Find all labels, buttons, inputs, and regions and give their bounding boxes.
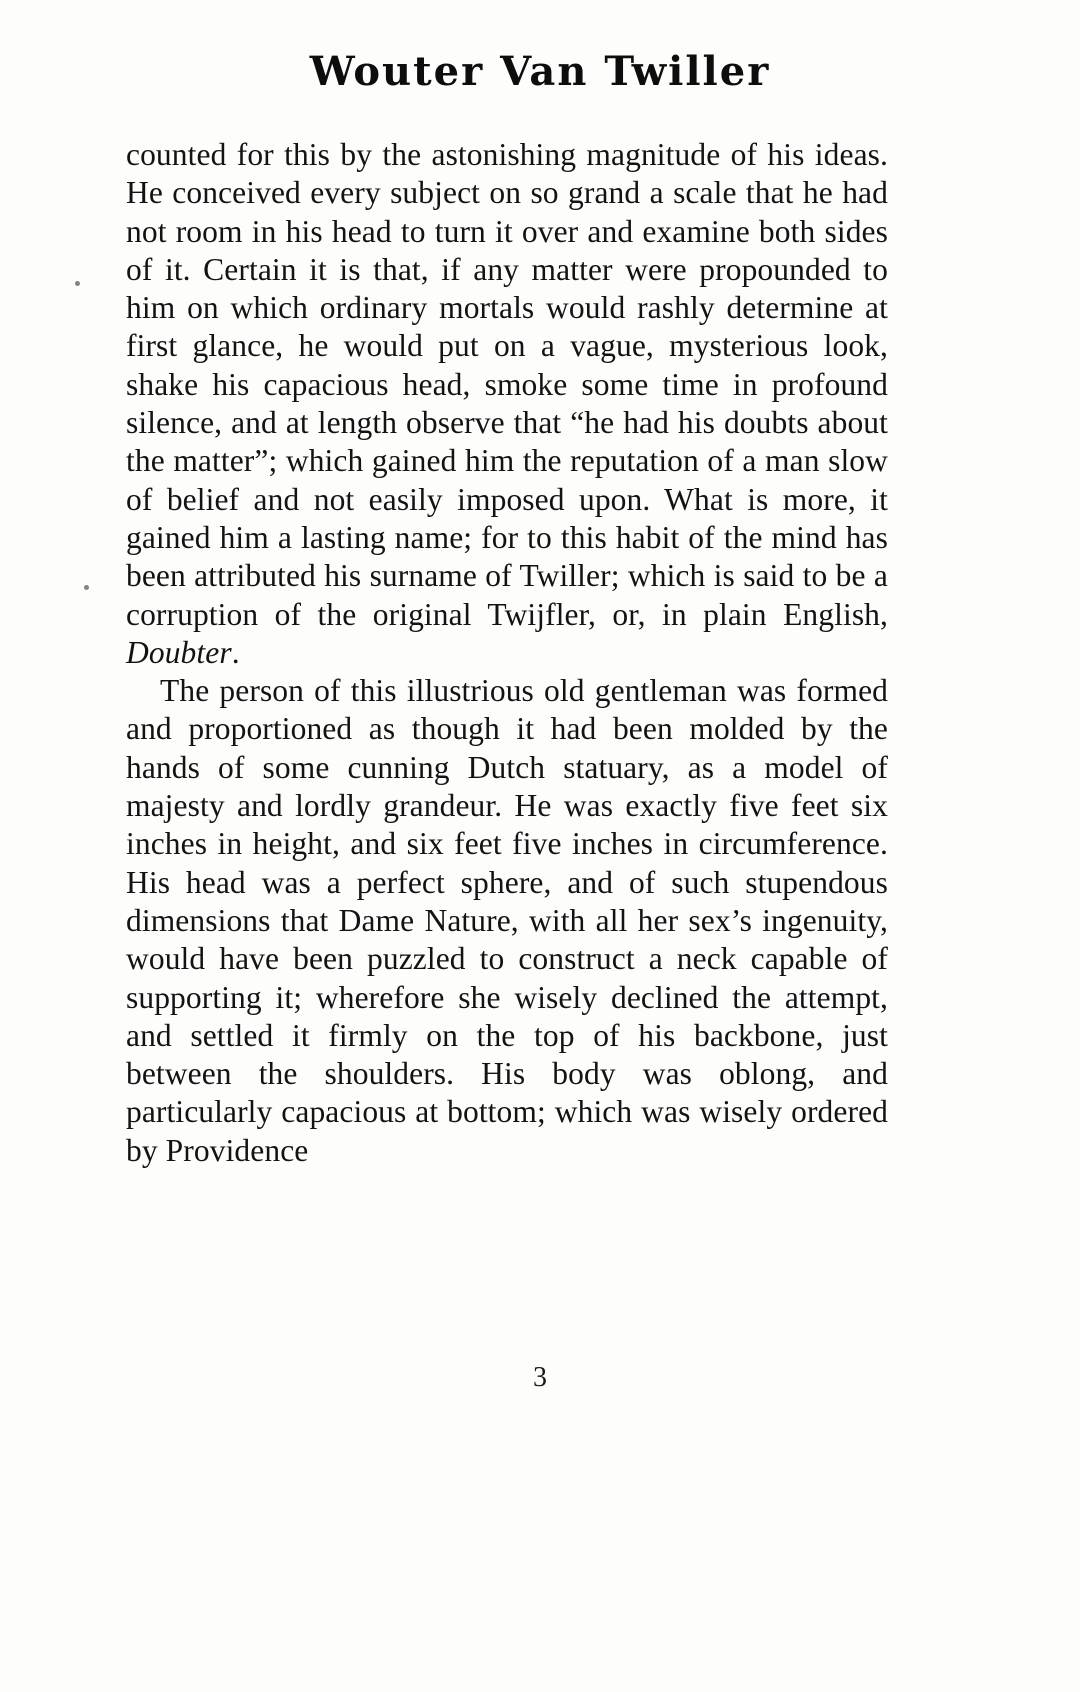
scan-speck-icon [84,585,89,590]
text-run: counted for this by the astonishing magnitude of his ideas. He conceived every subject on so grand a scale that he had not room in his head to turn it over and examine both sides of it. Certain it is that, if any matter were propounded to him on which ordinary mortals would rashly determine at first glance, he would put on a vague, mysterious look, shake his capacious head, smoke some time in profound silence, and at length observe that “he had his doubts about the matter”; which gained him the reputation of a man slow of belief and not easily imposed upon. What is more, it gained him a lasting name; for to this habit of the mind has been attributed his surname of Twiller; which is said to be a corruption of the original Twijfler, or, in plain English, [126,137,888,632]
text-run: . [231,634,240,670]
page-number: 3 [533,1362,547,1393]
paragraph [126,672,888,1170]
running-head: Wouter Van Twiller [309,48,771,95]
italic-term: Doubter [126,634,232,670]
scan-speck-icon [75,281,80,286]
paragraph [126,136,888,672]
body-text [126,136,888,1170]
text-run: The person of this illustrious old gentleman was formed and proportioned as though it had been molded by the hands of some cunning Dutch statuary, as a model of majesty and lordly grandeur. He was exactly five feet six inches in height, and six feet five inches in circumference. His head was a perfect sphere, and of such stupendous dimensions that Dame Nature, with all her sex’s ingenuity, would have been puzzled to construct a neck capable of supporting it; wherefore she wisely declined the attempt, and settled it firmly on the top of his backbone, just between the shoulders. His body was oblong, and particularly capacious at bottom; which was wisely ordered by Providence [126,673,888,1168]
